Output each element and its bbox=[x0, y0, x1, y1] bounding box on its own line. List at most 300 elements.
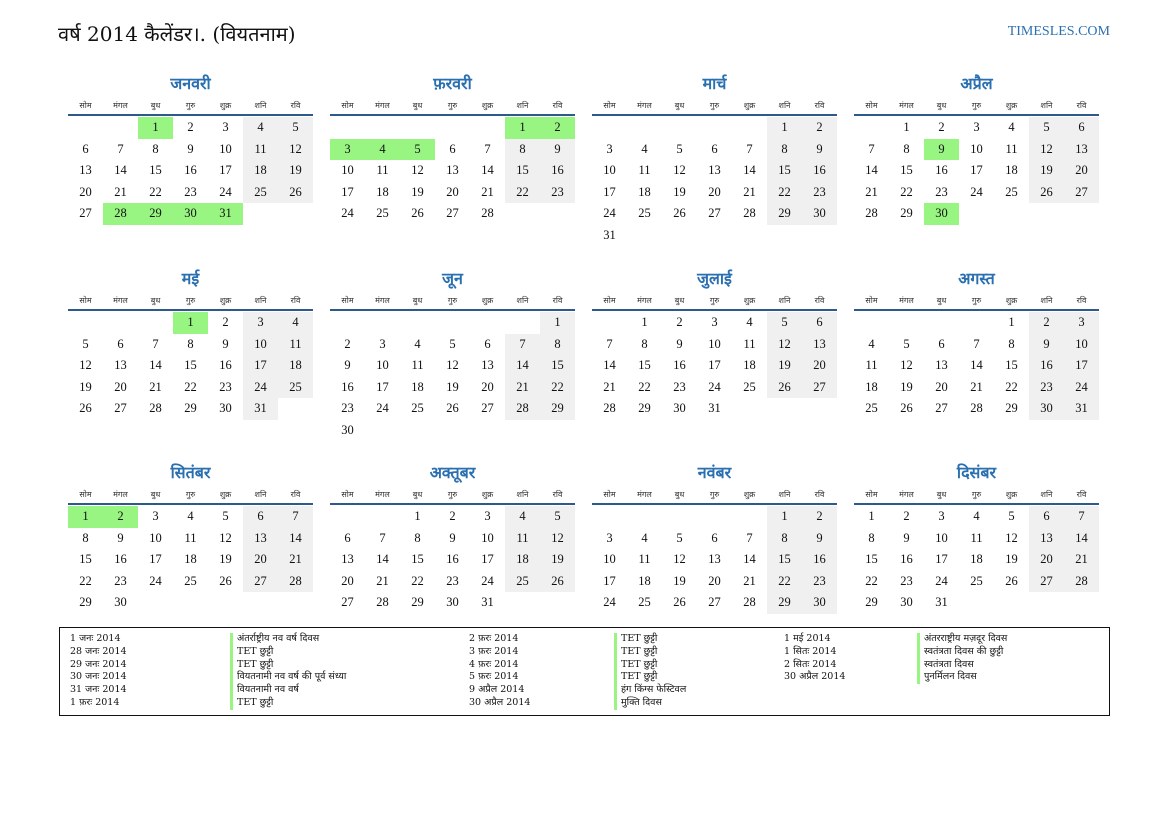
day-cell: 6 bbox=[117, 336, 124, 351]
day-cell: 28 bbox=[743, 206, 756, 220]
weekday-label: शनि bbox=[516, 296, 529, 305]
month-6 bbox=[330, 267, 575, 441]
holiday-date: 30 अप्रैल 2014 bbox=[469, 696, 531, 708]
day-cell: 26 bbox=[1029, 182, 1064, 204]
day-cell: 28 bbox=[149, 401, 162, 415]
day-cell: 12 bbox=[79, 358, 92, 372]
day-cell: 15 bbox=[79, 552, 92, 566]
holiday-list bbox=[59, 627, 1110, 716]
day-cell: 4 bbox=[746, 315, 753, 329]
empty-cell bbox=[592, 506, 627, 528]
weekday-label: सोम bbox=[341, 296, 354, 305]
day-cell: 3 bbox=[379, 336, 386, 351]
weekday-label: शुक्र bbox=[219, 296, 232, 305]
day-cell: 2 bbox=[222, 315, 229, 329]
day-cell: 27 bbox=[243, 571, 278, 593]
day-cell: 22 bbox=[411, 573, 424, 588]
day-cell: 23 bbox=[802, 571, 837, 593]
day-cell: 12 bbox=[411, 163, 424, 177]
day-cell: 30 bbox=[673, 401, 686, 415]
weekday-label: सोम bbox=[865, 490, 878, 499]
day-cell: 29 bbox=[767, 592, 802, 614]
day-cell: 20 bbox=[114, 379, 127, 394]
weekday-label: मंगल bbox=[899, 101, 914, 110]
day-cell: 13 bbox=[935, 358, 948, 372]
day-cell: 6 bbox=[449, 141, 456, 156]
month-1 bbox=[68, 72, 313, 225]
day-cell: 27 bbox=[708, 595, 721, 609]
weekday-label: बुध bbox=[412, 296, 423, 305]
day-cell: 12 bbox=[540, 528, 575, 550]
day-cell: 26 bbox=[673, 595, 686, 609]
day-cell: 3 bbox=[152, 509, 159, 523]
day-cell: 16 bbox=[802, 549, 837, 571]
month-5 bbox=[68, 267, 313, 420]
weekday-label: मंगल bbox=[375, 490, 390, 499]
day-cell: 12 bbox=[446, 358, 459, 372]
weekday-header bbox=[854, 96, 1099, 116]
day-cell: 18 bbox=[865, 379, 878, 394]
empty-cell bbox=[732, 117, 767, 139]
empty-cell bbox=[697, 506, 732, 528]
day-cell: 18 bbox=[638, 573, 651, 588]
day-cell: 11 bbox=[638, 552, 651, 566]
day-cell: 6 bbox=[711, 530, 718, 545]
empty-cell bbox=[662, 506, 697, 528]
day-cell: 16 bbox=[114, 552, 127, 566]
day-cell: 18 bbox=[243, 160, 278, 182]
holiday-date: 29 जनः 2014 bbox=[70, 658, 127, 670]
weekday-label: गुरु bbox=[709, 490, 720, 499]
day-cell: 27 bbox=[1064, 182, 1099, 204]
day-cell: 25 bbox=[411, 401, 424, 415]
weekday-label: शनि bbox=[1040, 101, 1053, 110]
day-cell: 28 bbox=[376, 595, 389, 609]
day-cell: 14 bbox=[743, 163, 756, 177]
day-cell: 27 bbox=[1029, 571, 1064, 593]
day-cell: 16 bbox=[802, 160, 837, 182]
holiday-date: 9 अप्रैल 2014 bbox=[469, 684, 525, 696]
weekday-label: सोम bbox=[341, 101, 354, 110]
day-cell: 9 bbox=[344, 358, 351, 372]
month-8 bbox=[854, 267, 1099, 420]
holiday-dates-col2 bbox=[469, 633, 530, 710]
empty-cell bbox=[400, 117, 435, 139]
day-cell: 15 bbox=[184, 358, 197, 372]
day-cell: 26 bbox=[767, 377, 802, 399]
day-cell: 21 bbox=[376, 573, 389, 588]
day-cell: 3 bbox=[711, 315, 718, 329]
day-cell: 1 bbox=[767, 506, 802, 528]
holiday-day-cell: 1 bbox=[138, 117, 173, 139]
day-cell: 8 bbox=[152, 141, 159, 156]
day-cell: 21 bbox=[1064, 549, 1099, 571]
day-cell: 3 bbox=[243, 312, 278, 334]
day-cell: 19 bbox=[411, 184, 424, 199]
day-cell: 17 bbox=[603, 184, 616, 199]
day-cell: 1 bbox=[414, 509, 421, 523]
day-cell: 6 bbox=[1064, 117, 1099, 139]
day-cell: 26 bbox=[278, 182, 313, 204]
day-cell: 11 bbox=[376, 163, 389, 177]
weekday-label: मंगल bbox=[637, 490, 652, 499]
month-name: दिसंबर bbox=[956, 463, 997, 482]
holiday-day-cell: 1 bbox=[68, 506, 103, 528]
day-cell: 7 bbox=[868, 141, 875, 156]
day-cell: 30 bbox=[446, 595, 459, 609]
day-cell: 21 bbox=[743, 573, 756, 588]
day-cell: 10 bbox=[603, 163, 616, 177]
day-cell: 12 bbox=[219, 530, 232, 545]
weekday-label: शनि bbox=[254, 101, 267, 110]
day-cell: 25 bbox=[970, 573, 983, 588]
holiday-date: 1 सितः 2014 bbox=[784, 645, 837, 657]
day-cell: 18 bbox=[1005, 163, 1018, 177]
holiday-name: TET छुट्टी bbox=[614, 659, 686, 672]
day-cell: 24 bbox=[341, 206, 354, 220]
day-cell: 21 bbox=[278, 549, 313, 571]
day-cell: 20 bbox=[243, 549, 278, 571]
day-cell: 24 bbox=[149, 573, 162, 588]
day-cell: 1 bbox=[767, 117, 802, 139]
day-cell: 21 bbox=[481, 184, 494, 199]
day-cell: 28 bbox=[481, 206, 494, 220]
day-cell: 8 bbox=[540, 334, 575, 356]
day-cell: 14 bbox=[114, 163, 127, 177]
day-cell: 11 bbox=[638, 163, 651, 177]
day-cell: 23 bbox=[219, 379, 232, 394]
day-cell: 4 bbox=[243, 117, 278, 139]
day-cell: 4 bbox=[641, 530, 648, 545]
empty-cell bbox=[627, 117, 662, 139]
weekday-label: रवि bbox=[290, 490, 301, 499]
weekday-label: सोम bbox=[79, 296, 92, 305]
empty-cell bbox=[330, 312, 365, 334]
day-cell: 21 bbox=[505, 377, 540, 399]
weekday-label: मंगल bbox=[899, 296, 914, 305]
day-cell: 18 bbox=[638, 184, 651, 199]
day-cell: 20 bbox=[481, 379, 494, 394]
holiday-date: 5 फ़रः 2014 bbox=[469, 671, 519, 683]
day-cell: 24 bbox=[243, 377, 278, 399]
day-cell: 22 bbox=[900, 184, 913, 199]
weekday-label: शनि bbox=[516, 490, 529, 499]
month-name: सितंबर bbox=[170, 463, 211, 482]
day-cell: 14 bbox=[278, 528, 313, 550]
weekday-header bbox=[68, 485, 313, 505]
day-cell: 3 bbox=[973, 120, 980, 134]
day-cell: 13 bbox=[341, 552, 354, 566]
site-link[interactable]: TIMESLES.COM bbox=[1007, 24, 1110, 39]
empty-cell bbox=[103, 312, 138, 334]
weekday-label: शुक्र bbox=[743, 101, 756, 110]
day-cell: 1 bbox=[1008, 315, 1015, 329]
day-cell: 25 bbox=[743, 379, 756, 394]
month-4 bbox=[854, 72, 1099, 225]
weekday-label: सोम bbox=[341, 490, 354, 499]
day-cell: 22 bbox=[767, 182, 802, 204]
day-cell: 26 bbox=[900, 401, 913, 415]
empty-cell bbox=[732, 506, 767, 528]
weekday-label: शनि bbox=[516, 101, 529, 110]
weekday-label: रवि bbox=[552, 490, 563, 499]
holiday-day-cell: 4 bbox=[365, 139, 400, 161]
day-cell: 22 bbox=[184, 379, 197, 394]
day-cell: 15 bbox=[638, 358, 651, 372]
day-cell: 16 bbox=[1029, 355, 1064, 377]
day-cell: 5 bbox=[540, 506, 575, 528]
day-cell: 15 bbox=[900, 163, 913, 177]
day-cell: 20 bbox=[802, 355, 837, 377]
day-cell: 4 bbox=[187, 509, 194, 523]
day-cell: 18 bbox=[184, 552, 197, 566]
empty-cell bbox=[627, 506, 662, 528]
day-cell: 12 bbox=[278, 139, 313, 161]
day-cell: 6 bbox=[82, 141, 89, 156]
day-cell: 25 bbox=[243, 182, 278, 204]
day-cell: 28 bbox=[505, 398, 540, 420]
weekday-label: मंगल bbox=[899, 490, 914, 499]
day-cell: 16 bbox=[341, 379, 354, 394]
weekday-label: रवि bbox=[290, 296, 301, 305]
day-cell: 28 bbox=[278, 571, 313, 593]
day-cell: 14 bbox=[1064, 528, 1099, 550]
day-cell: 5 bbox=[1029, 117, 1064, 139]
weekday-label: शनि bbox=[778, 490, 791, 499]
holiday-name: वियतनामी नव वर्ष की पूर्व संध्या bbox=[230, 671, 346, 684]
day-cell: 30 bbox=[802, 592, 837, 614]
day-cell: 12 bbox=[673, 163, 686, 177]
weekday-label: गुरु bbox=[447, 101, 458, 110]
day-cell: 11 bbox=[278, 334, 313, 356]
day-cell: 10 bbox=[935, 530, 948, 545]
day-grid bbox=[330, 312, 575, 441]
weekday-label: बुध bbox=[412, 101, 423, 110]
day-grid bbox=[854, 312, 1099, 420]
holiday-day-cell: 5 bbox=[400, 139, 435, 161]
holiday-name: TET छुट्टी bbox=[230, 697, 346, 710]
day-cell: 12 bbox=[1005, 530, 1018, 545]
day-cell: 21 bbox=[603, 379, 616, 394]
day-cell: 30 bbox=[900, 595, 913, 609]
day-cell: 31 bbox=[935, 595, 948, 609]
day-cell: 11 bbox=[505, 528, 540, 550]
day-cell: 11 bbox=[243, 139, 278, 161]
month-10 bbox=[330, 461, 575, 614]
weekday-label: रवि bbox=[290, 101, 301, 110]
weekday-label: मंगल bbox=[375, 296, 390, 305]
month-name: जनवरी bbox=[170, 74, 211, 93]
day-cell: 8 bbox=[414, 530, 421, 545]
holiday-day-cell: 28 bbox=[103, 203, 138, 225]
day-cell: 24 bbox=[219, 184, 232, 199]
empty-cell bbox=[138, 312, 173, 334]
day-cell: 24 bbox=[970, 184, 983, 199]
holiday-name: TET छुट्टी bbox=[230, 646, 346, 659]
day-cell: 25 bbox=[638, 206, 651, 220]
weekday-label: शुक्र bbox=[1005, 101, 1018, 110]
day-cell: 2 bbox=[802, 117, 837, 139]
day-cell: 4 bbox=[641, 141, 648, 156]
empty-cell bbox=[697, 117, 732, 139]
day-cell: 2 bbox=[676, 315, 683, 329]
day-cell: 16 bbox=[540, 160, 575, 182]
day-cell: 11 bbox=[1005, 141, 1018, 156]
day-cell: 3 bbox=[222, 120, 229, 134]
weekday-label: बुध bbox=[674, 296, 685, 305]
day-cell: 20 bbox=[341, 573, 354, 588]
day-cell: 27 bbox=[114, 401, 127, 415]
empty-cell bbox=[365, 506, 400, 528]
weekday-label: शनि bbox=[254, 296, 267, 305]
weekday-label: शुक्र bbox=[219, 490, 232, 499]
holiday-day-cell: 1 bbox=[173, 312, 208, 334]
month-name: मई bbox=[181, 269, 200, 288]
day-cell: 31 bbox=[243, 398, 278, 420]
empty-cell bbox=[854, 117, 889, 139]
weekday-label: शनि bbox=[1040, 296, 1053, 305]
holiday-name: TET छुट्टी bbox=[614, 633, 686, 646]
day-cell: 17 bbox=[149, 552, 162, 566]
day-cell: 4 bbox=[278, 312, 313, 334]
day-cell: 17 bbox=[341, 184, 354, 199]
empty-cell bbox=[365, 117, 400, 139]
day-cell: 22 bbox=[505, 182, 540, 204]
weekday-label: सोम bbox=[865, 296, 878, 305]
month-name: फ़रवरी bbox=[433, 74, 472, 93]
weekday-label: शुक्र bbox=[1005, 490, 1018, 499]
day-cell: 28 bbox=[1064, 571, 1099, 593]
day-cell: 23 bbox=[673, 379, 686, 394]
holiday-date: 1 फ़रः 2014 bbox=[70, 696, 120, 708]
weekday-label: रवि bbox=[552, 296, 563, 305]
day-cell: 26 bbox=[411, 206, 424, 220]
holiday-date: 2 सितः 2014 bbox=[784, 658, 837, 670]
weekday-label: सोम bbox=[79, 101, 92, 110]
day-cell: 20 bbox=[708, 184, 721, 199]
day-cell: 11 bbox=[865, 358, 878, 372]
empty-cell bbox=[592, 312, 627, 334]
weekday-label: मंगल bbox=[113, 101, 128, 110]
weekday-label: रवि bbox=[1076, 101, 1087, 110]
day-cell: 14 bbox=[149, 358, 162, 372]
day-cell: 29 bbox=[638, 401, 651, 415]
weekday-label: मंगल bbox=[375, 101, 390, 110]
day-cell: 29 bbox=[900, 206, 913, 220]
weekday-label: रवि bbox=[1076, 296, 1087, 305]
empty-cell bbox=[400, 312, 435, 334]
day-cell: 19 bbox=[1029, 160, 1064, 182]
day-cell: 27 bbox=[708, 206, 721, 220]
day-cell: 15 bbox=[540, 355, 575, 377]
day-cell: 19 bbox=[219, 552, 232, 566]
day-cell: 10 bbox=[219, 141, 232, 156]
weekday-header bbox=[68, 291, 313, 311]
day-grid bbox=[330, 117, 575, 225]
day-cell: 10 bbox=[708, 336, 721, 351]
day-cell: 13 bbox=[802, 334, 837, 356]
day-cell: 28 bbox=[970, 401, 983, 415]
day-cell: 22 bbox=[865, 573, 878, 588]
day-cell: 9 bbox=[222, 336, 229, 351]
day-cell: 25 bbox=[1005, 184, 1018, 199]
day-cell: 11 bbox=[743, 336, 756, 351]
day-cell: 30 bbox=[114, 595, 127, 609]
day-cell: 10 bbox=[481, 530, 494, 545]
page-title: वर्ष 2014 कैलेंडर।. (वियतनाम) bbox=[58, 22, 296, 46]
holiday-date: 30 अप्रैल 2014 bbox=[784, 671, 846, 683]
day-cell: 26 bbox=[540, 571, 575, 593]
weekday-label: सोम bbox=[603, 296, 616, 305]
day-cell: 16 bbox=[446, 552, 459, 566]
day-cell: 27 bbox=[802, 377, 837, 399]
day-cell: 15 bbox=[767, 160, 802, 182]
month-name: अप्रैल bbox=[960, 74, 993, 93]
day-cell: 25 bbox=[638, 595, 651, 609]
holiday-date: 31 जनः 2014 bbox=[70, 684, 127, 696]
day-cell: 26 bbox=[219, 573, 232, 588]
day-cell: 14 bbox=[505, 355, 540, 377]
day-cell: 7 bbox=[746, 530, 753, 545]
day-cell: 14 bbox=[743, 552, 756, 566]
empty-cell bbox=[330, 506, 365, 528]
day-cell: 23 bbox=[446, 573, 459, 588]
day-cell: 8 bbox=[82, 530, 89, 545]
weekday-header bbox=[854, 485, 1099, 505]
day-cell: 10 bbox=[603, 552, 616, 566]
day-cell: 20 bbox=[79, 184, 92, 199]
day-cell: 2 bbox=[802, 506, 837, 528]
day-cell: 9 bbox=[802, 139, 837, 161]
day-cell: 23 bbox=[184, 184, 197, 199]
day-cell: 9 bbox=[802, 528, 837, 550]
day-cell: 22 bbox=[638, 379, 651, 394]
day-cell: 4 bbox=[414, 336, 421, 351]
day-cell: 17 bbox=[376, 379, 389, 394]
day-cell: 17 bbox=[219, 163, 232, 177]
empty-cell bbox=[470, 312, 505, 334]
day-cell: 21 bbox=[865, 184, 878, 199]
empty-cell bbox=[889, 312, 924, 334]
day-cell: 28 bbox=[603, 401, 616, 415]
day-cell: 25 bbox=[865, 401, 878, 415]
day-cell: 25 bbox=[184, 573, 197, 588]
day-cell: 12 bbox=[1029, 139, 1064, 161]
day-cell: 15 bbox=[767, 549, 802, 571]
day-cell: 5 bbox=[1008, 509, 1015, 523]
day-cell: 19 bbox=[1005, 552, 1018, 566]
day-cell: 6 bbox=[243, 506, 278, 528]
day-grid bbox=[592, 506, 837, 614]
weekday-label: गुरु bbox=[185, 490, 196, 499]
day-cell: 14 bbox=[376, 552, 389, 566]
holiday-name: हंग किंग्स फेस्टिवल bbox=[614, 684, 686, 697]
empty-cell bbox=[662, 117, 697, 139]
weekday-label: रवि bbox=[814, 101, 825, 110]
weekday-label: शुक्र bbox=[743, 490, 756, 499]
day-cell: 24 bbox=[376, 401, 389, 415]
day-cell: 20 bbox=[1064, 160, 1099, 182]
month-9 bbox=[68, 461, 313, 614]
holiday-name: वियतनामी नव वर्ष bbox=[230, 684, 346, 697]
day-cell: 16 bbox=[900, 552, 913, 566]
month-name: मार्च bbox=[702, 74, 727, 93]
holiday-names-col1 bbox=[230, 633, 346, 710]
day-cell: 6 bbox=[802, 312, 837, 334]
day-cell: 23 bbox=[341, 401, 354, 415]
day-cell: 8 bbox=[868, 530, 875, 545]
weekday-header bbox=[330, 291, 575, 311]
